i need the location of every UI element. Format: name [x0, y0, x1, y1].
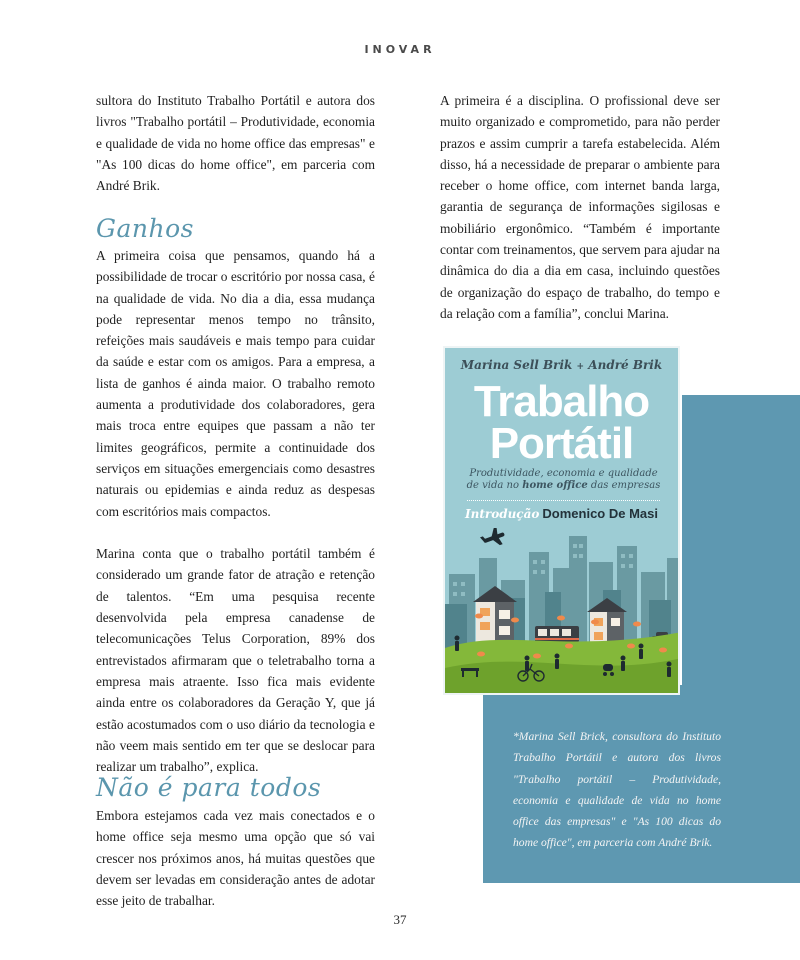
page-number: 37 — [393, 912, 407, 927]
section-nao-body — [96, 805, 375, 911]
ganhos-paragraph-1: A primeira coisa que pensamos, quando há a possibilidade de trocar o escritório por nossa casa, é na qualidade de vida. No dia a dia, essa mudança pode representar menos tempo no trânsito, refeições mais saudáveis e mais tempo para cuidar da saúde e estar com os amigos. Para a empresa, a lista de ganhos é ainda maior. O trabalho remoto aumenta a produtividade dos colaboradores, gera mais troca entre equipes que passam a não ter limites geográficos, permite a continuidade dos serviços em situações emergenciais como desastres naturais ou epidemias e ainda reduz as despesas com escritórios mais compactos. — [96, 248, 375, 519]
nao-paragraph-1: Embora estejamos cada vez mais conectados e o home office seja mesmo uma opção que só vai crescer nos próximos anos, há muitas questões que devem ser levadas em consideração antes de adotar esse jeito de trabalhar. — [96, 808, 375, 909]
intro-paragraph: sultora do Instituto Trabalho Portátil e autora dos livros "Trabalho portátil – Produtividade, economia e qualidade de vida no home office das empresas" e "As 100 dicas do home office", em parceria com André Brik. — [96, 93, 375, 194]
section-title-nao-e-para-todos: Não é para todos — [96, 773, 322, 802]
book-author-2: André Brik — [588, 358, 663, 372]
book-subtitle-line-1: Produtividade, economia e qualidade — [469, 468, 658, 479]
book-introduction — [445, 506, 678, 522]
book-intro-name: Domenico De Masi — [542, 506, 658, 521]
book-cover — [443, 346, 680, 695]
book-title-line-2: Portátil — [489, 419, 634, 468]
left-column — [96, 90, 375, 196]
image-caption: *Marina Sell Brick, consultora do Instituto Trabalho Portátil e autora dos livros "Trabalho portátil – Produtividade, economia e qualidade de vida no home office das empresas" e "As 100 dicas do home office", em parceria com André Brik. — [513, 730, 721, 850]
book-subtitle — [453, 468, 674, 492]
book-author-1: Marina Sell Brik — [460, 358, 573, 372]
section-title-ganhos: Ganhos — [96, 214, 194, 243]
airplane-icon — [479, 528, 508, 551]
section-ganhos-body — [96, 245, 375, 777]
book-city-illustration — [445, 528, 680, 695]
right-column — [440, 90, 720, 324]
ganhos-paragraph-2: Marina conta que o trabalho portátil também é considerado um grande fator de atração e retenção de talentos. “Em uma pesquisa recente desenvolvida pela empresa canadense de telecomunicações Telus Corporation, 89% dos entrevistados afirmaram que o teletrabalho torna a empresa mais atraente. Isso fica mais evidente ainda entre os colaboradores da Geração Y, que já estão acostumados com o uso diário da tecnologia e não veem mais sentido em ter que se deslocar para realizar um trabalho”, explica. — [96, 546, 375, 775]
book-subtitle-line-2: de vida no home office das empresas — [466, 480, 661, 491]
right-paragraph: A primeira é a disciplina. O profissional deve ser muito organizado e comprometido, para não perder prazos e assim cumprir a tarefa estabelecida. Além disso, há a necessidade de preparar o ambiente para receber o home office, com internet banda larga, garantia de segurança de informações sigilosas e mobiliário ergonômico. “Também é importante contar com treinamentos, que servem para ajudar na dinâmica do dia a dia em casa, incluindo questões de organização do espaço de trabalho, do tempo e da relação com a família”, conclui Marina. — [440, 93, 720, 321]
book-divider — [467, 500, 660, 501]
book-intro-label: Introdução — [464, 507, 540, 521]
tram — [535, 626, 579, 642]
running-header: INOVAR — [364, 43, 436, 56]
decor-panel-top — [682, 395, 800, 685]
book-authors — [445, 358, 678, 372]
book-title-line-1: Trabalho — [473, 377, 650, 426]
book-author-separator: + — [576, 362, 585, 372]
